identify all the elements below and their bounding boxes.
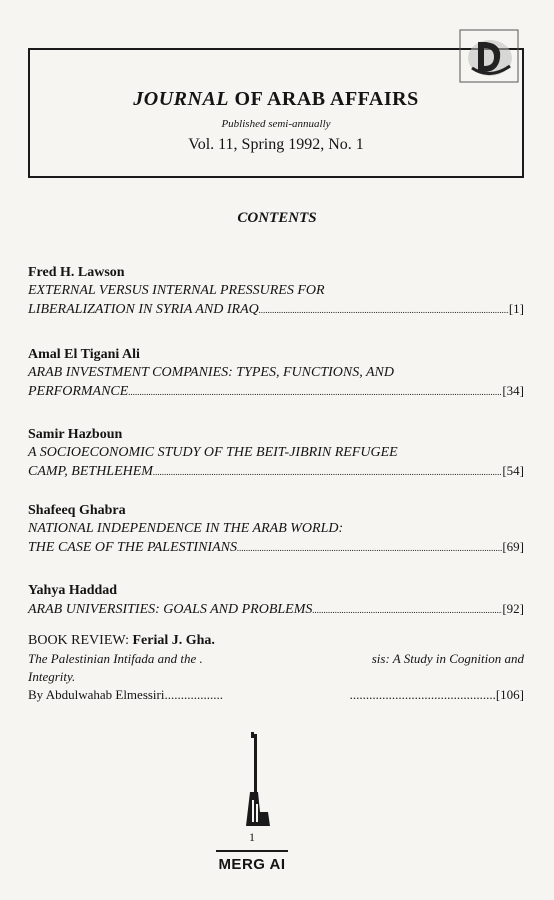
entry-author: Samir Hazboun — [28, 427, 123, 442]
journal-title-rest: OF ARAB AFFAIRS — [234, 88, 419, 110]
leader-dots — [259, 301, 509, 319]
page-number: 1 — [249, 830, 255, 844]
entry-page-number: [34] — [502, 383, 524, 398]
entry-title-line-with-page — [28, 300, 524, 319]
entry-title-line: ARAB INVESTMENT COMPANIES: TYPES, FUNCTIONS, AND — [28, 365, 394, 380]
library-stamp-mark — [458, 28, 520, 84]
book-review-lead — [28, 632, 524, 650]
book-title-left: The Palestinian Intifada and the . — [28, 651, 203, 666]
entry-page-number: [1] — [508, 301, 524, 316]
entry-title-line: NATIONAL INDEPENDENCE IN THE ARAB WORLD: — [28, 521, 344, 536]
entry-title-line: PERFORMANCE — [28, 384, 129, 399]
book-review-entry — [28, 632, 524, 704]
logo-rule — [216, 850, 288, 852]
journal-header-box — [28, 48, 524, 178]
reviewer-name: By Abdulwahab Elmessiri.................. — [28, 687, 223, 702]
entry-author: Yahya Haddad — [28, 583, 118, 598]
leader-dots — [128, 383, 502, 401]
toc-entry — [28, 582, 524, 619]
entry-title-line-with-page — [28, 382, 524, 401]
book-title-right: sis: A Study in Cognition and — [371, 651, 524, 666]
book-title-line-2: Integrity. — [28, 669, 76, 684]
entry-title-line-with-page — [28, 600, 524, 619]
toc-entry — [28, 264, 524, 319]
entry-page-number: [69] — [502, 539, 524, 554]
entry-author: Amal El Tigani Ali — [28, 347, 140, 362]
journal-title — [30, 88, 522, 111]
entry-title-line: CAMP, BETHLEHEM — [28, 464, 153, 479]
toc-entry — [28, 426, 524, 481]
entry-page-number: [54] — [502, 463, 524, 478]
leader-dots — [237, 539, 502, 557]
tower-logo-icon — [212, 730, 292, 830]
book-review-label: BOOK REVIEW: — [28, 633, 129, 648]
publisher-logo — [212, 730, 292, 880]
book-review-author: Ferial J. Gha. — [132, 633, 215, 648]
publisher-logo-text: MERG AI — [218, 856, 286, 873]
entry-title-line-with-page — [28, 462, 524, 481]
entry-page-number: [106] — [495, 687, 524, 702]
publication-frequency: Published semi-annually — [221, 118, 331, 130]
leader-dots — [153, 463, 502, 481]
review-page: .............................................[106] — [349, 687, 524, 702]
toc-entry — [28, 502, 524, 557]
journal-title-italic: JOURNAL — [133, 88, 230, 110]
leader-dots — [312, 601, 502, 619]
contents-heading: CONTENTS — [237, 210, 317, 226]
entry-title-line: LIBERALIZATION IN SYRIA AND IRAQ — [28, 302, 259, 317]
entry-title-line-with-page — [28, 538, 524, 557]
entry-title-line: THE CASE OF THE PALESTINIANS — [28, 540, 237, 555]
review-byline — [28, 686, 524, 704]
entry-title-line: EXTERNAL VERSUS INTERNAL PRESSURES FOR — [28, 283, 325, 298]
entry-title-line: A SOCIOECONOMIC STUDY OF THE BEIT-JIBRIN REFUGEE — [28, 445, 398, 460]
toc-entry — [28, 346, 524, 401]
entry-title-line: ARAB UNIVERSITIES: GOALS AND PROBLEMS — [28, 602, 313, 617]
entry-author: Shafeeq Ghabra — [28, 503, 126, 518]
book-title-line — [28, 650, 524, 668]
entry-author: Fred H. Lawson — [28, 265, 125, 280]
volume-info: Vol. 11, Spring 1992, No. 1 — [188, 136, 364, 153]
reviewer-name-text: By Abdulwahab Elmessiri — [28, 687, 165, 702]
entry-page-number: [92] — [502, 601, 524, 616]
